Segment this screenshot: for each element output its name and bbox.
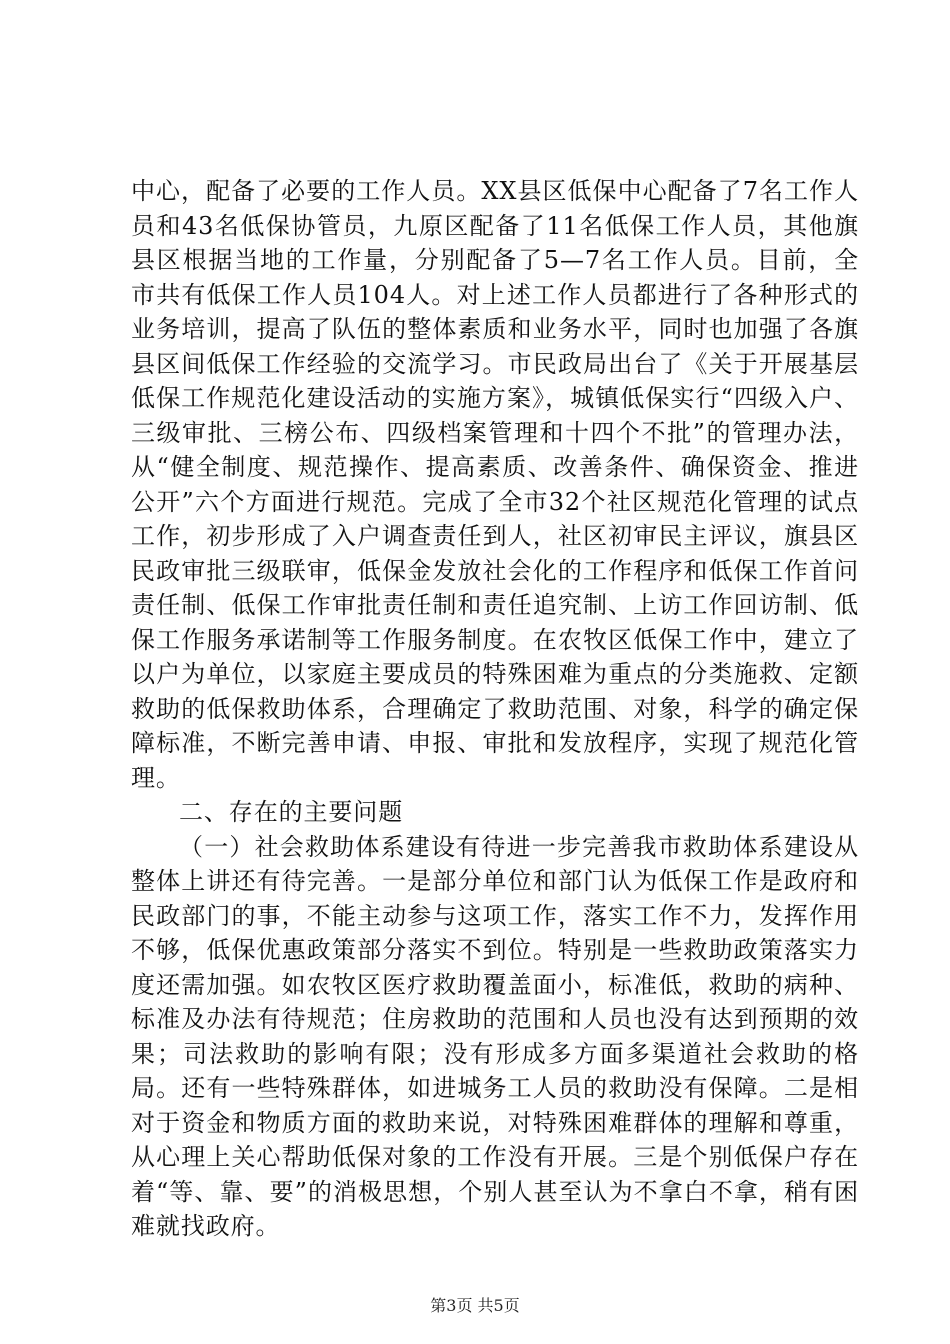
section-heading: 二、存在的主要问题 (179, 798, 404, 826)
document-body (131, 174, 859, 1244)
paragraph-problem-one: （一）社会救助体系建设有待进一步完善我市救助体系建设从整体上讲还有待完善。一是部分单位和部门认为低保工作是政府和民政部门的事，不能主动参与这项工作，落实工作不力，发挥作用不够，低保优惠政策部分落实不到位。特别是一些救助政策落实力度还需加强。如农牧区医疗救助覆盖面小，标准低，救助的病种、标准及办法有待规范；住房救助的范围和人员也没有达到预期的效果；司法救助的影响有限；没有形成多方面多渠道社会救助的格局。还有一些特殊群体，如进城务工人员的救助没有保障。二是相对于资金和物质方面的救助来说，对特殊困难群体的理解和尊重，从心理上关心帮助低保对象的工作没有开展。三是个别低保户存在着“等、靠、要”的消极思想，个别人甚至认为不拿白不拿，稍有困难就找政府。 (131, 832, 859, 1240)
paragraph-continuation: 中心，配备了必要的工作人员。XX县区低保中心配备了7名工作人员和43名低保协管员，九原区配备了11名低保工作人员，其他旗县区根据当地的工作量，分别配备了5—7名工作人员。目前，全市共有低保工作人员104人。对上述工作人员都进行了各种形式的业务培训，提高了队伍的整体素质和业务水平，同时也加强了各旗县区间低保工作经验的交流学习。市民政局出台了《关于开展基层低保工作规范化建设活动的实施方案》，城镇低保实行“四级入户、三级审批、三榜公布、四级档案管理和十四个不批”的管理办法，从“健全制度、规范操作、提高素质、改善条件、确保资金、推进公开”六个方面进行规范。完成了全市32个社区规范化管理的试点工作，初步形成了入户调查责任到人，社区初审民主评议，旗县区民政审批三级联审，低保金发放社会化的工作程序和低保工作首问责任制、低保工作审批责任制和责任追究制、上访工作回访制、低保工作服务承诺制等工作服务制度。在农牧区低保工作中，建立了以户为单位，以家庭主要成员的特殊困难为重点的分类施救、定额救助的低保救助体系，合理确定了救助范围、对象，科学的确定保障标准，不断完善申请、申报、审批和发放程序，实现了规范化管理。 (131, 177, 859, 792)
page-number-footer: 第3页 共5页 (430, 1296, 520, 1315)
